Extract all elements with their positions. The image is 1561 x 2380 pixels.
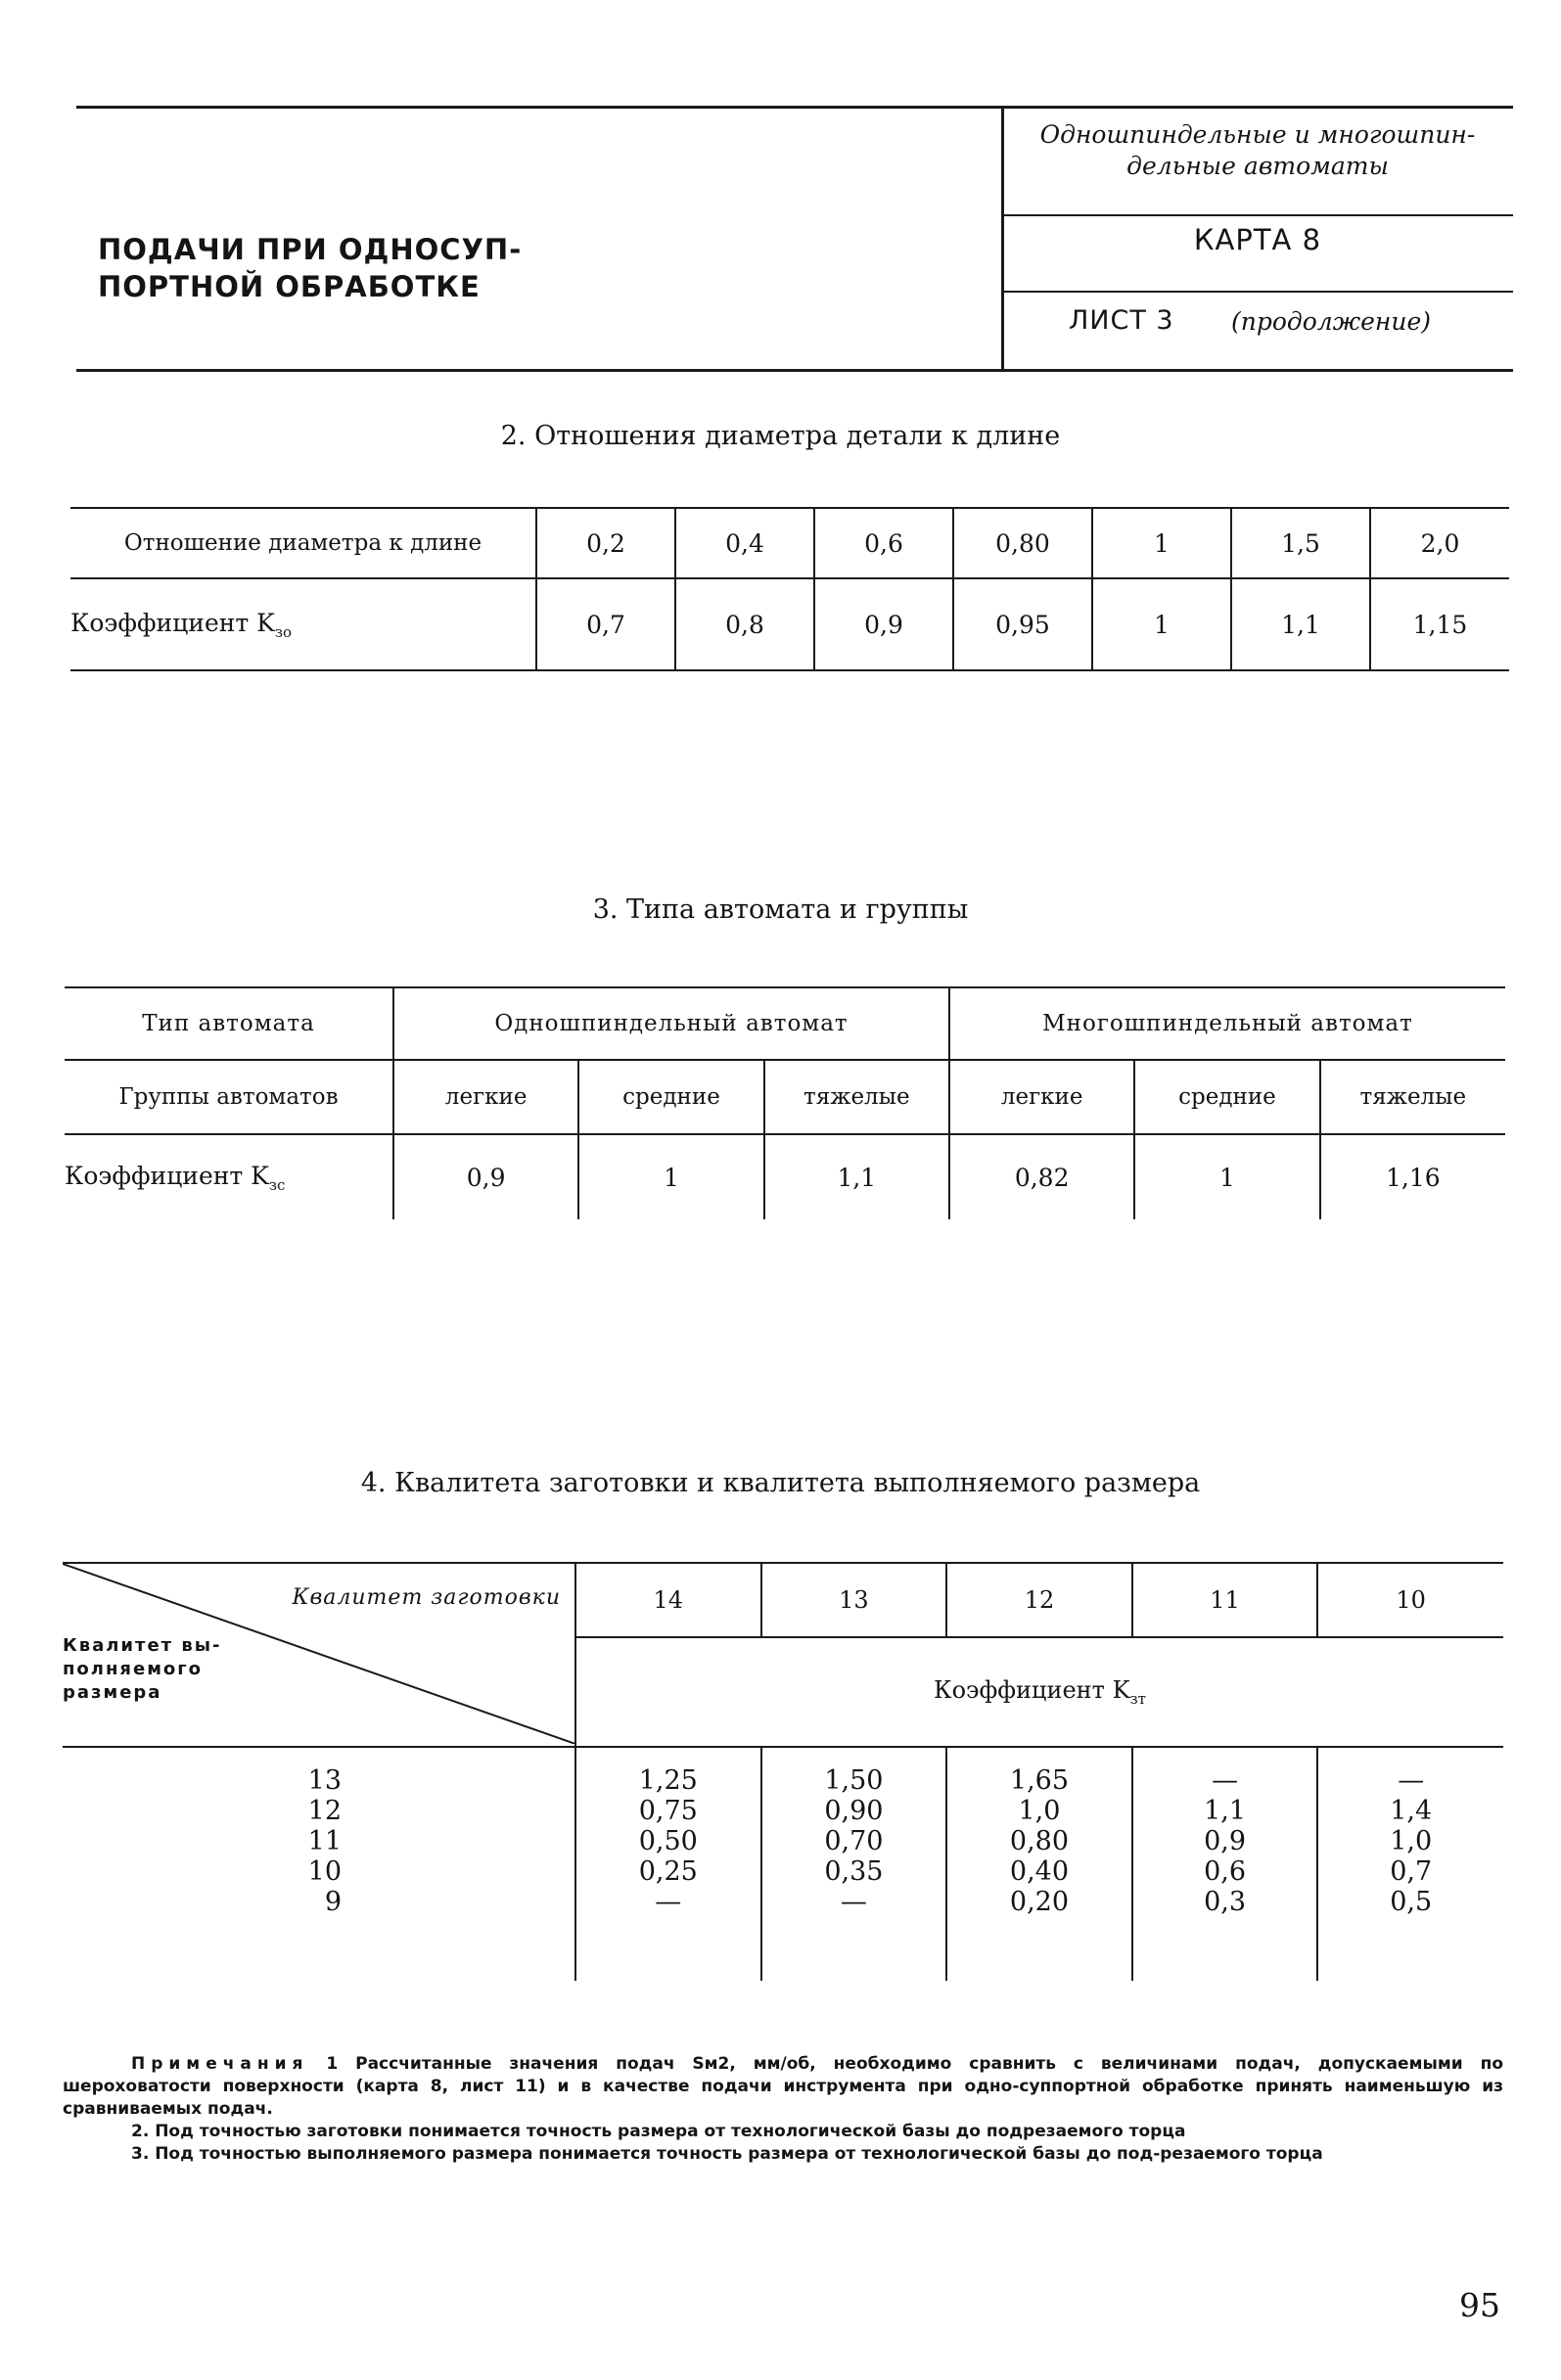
coefficient-column: 1,50 0,90 0,70 0,35 — <box>761 1747 947 1981</box>
ratio-cell: 0,4 <box>675 508 814 578</box>
header-bottom-rule <box>76 369 1513 372</box>
coefficient-column: 1,25 0,75 0,50 0,25 — <box>575 1747 761 1981</box>
section4-caption: 4. Квалитета заготовки и квалитета выполняемого размера <box>360 1468 1201 1498</box>
table-row <box>70 578 1509 670</box>
coefficient-cell: 1,1 <box>1231 578 1370 670</box>
coefficient-row-label <box>65 1134 393 1219</box>
blank-grade-cell: 14 <box>575 1563 761 1637</box>
machine-type: Одношпиндельные и многошпин- дельные автоматы <box>1039 120 1476 180</box>
machine-type-table <box>65 986 1505 1219</box>
coefficient-cell: 0,82 <box>949 1134 1134 1219</box>
header-divider <box>1001 106 1004 372</box>
blank-grade-label: Квалитет заготовки <box>292 1585 561 1610</box>
ratio-table <box>70 507 1509 671</box>
card-number: КАРТА 8 <box>1193 223 1322 256</box>
coefficient-cell: 1,16 <box>1320 1134 1505 1219</box>
coefficient-subscript: зс <box>268 1175 286 1194</box>
sheet-number: ЛИСТ 3 <box>1069 305 1174 336</box>
coefficient-label-text: Коэффициент K <box>934 1676 1130 1705</box>
blank-grade-cell: 13 <box>761 1563 947 1637</box>
coefficient-header <box>575 1637 1503 1747</box>
coefficient-cell: 1 <box>1134 1134 1319 1219</box>
coefficient-cell: 0,8 <box>675 578 814 670</box>
notes <box>63 2053 1503 2166</box>
ratio-cell: 1,5 <box>1231 508 1370 578</box>
coefficient-cell: 0,9 <box>393 1134 578 1219</box>
coefficient-subscript: зт <box>1129 1689 1146 1708</box>
table-row <box>63 1747 1503 1981</box>
single-spindle-header: Одношпиндельный автомат <box>393 987 949 1060</box>
coefficient-cell: 0,95 <box>953 578 1092 670</box>
note-1 <box>63 2053 1503 2121</box>
blank-grade-cell: 11 <box>1132 1563 1318 1637</box>
ratio-row-label: Отношение диаметра к длине <box>70 508 536 578</box>
coefficient-cell: 1,15 <box>1370 578 1509 670</box>
coefficient-cell: 1,1 <box>764 1134 949 1219</box>
table-row <box>65 987 1505 1060</box>
ratio-cell: 0,80 <box>953 508 1092 578</box>
header-inner-rule <box>1001 291 1513 293</box>
notes-label: Примечания <box>131 2054 309 2074</box>
blank-grade-cell: 12 <box>946 1563 1132 1637</box>
coefficient-cell: 1 <box>1092 578 1231 670</box>
page-title: ПОДАЧИ ПРИ ОДНОСУП- ПОРТНОЙ ОБРАБОТКЕ <box>98 233 523 303</box>
table-row <box>63 1563 1503 1637</box>
coefficient-column: 1,65 1,0 0,80 0,40 0,20 <box>946 1747 1132 1981</box>
group-cell: легкие <box>949 1060 1134 1134</box>
groups-label: Группы автоматов <box>65 1060 393 1134</box>
target-grade-values: 13 12 11 10 9 <box>307 1765 342 1917</box>
blank-grade-cell: 10 <box>1317 1563 1503 1637</box>
multi-spindle-header: Многошпиндельный автомат <box>949 987 1505 1060</box>
coefficient-column: — 1,4 1,0 0,7 0,5 <box>1317 1747 1503 1981</box>
ratio-cell: 0,2 <box>536 508 675 578</box>
header-corner <box>63 1563 575 1747</box>
target-grade-label: Квалитет вы- полняемого размера <box>63 1635 222 1703</box>
coefficient-label-text: Коэффициент K <box>70 608 275 637</box>
section2-caption: 2. Отношения диаметра детали к длине <box>500 421 1061 451</box>
continuation-note: (продолжение) <box>1231 307 1432 336</box>
coefficient-subscript: зо <box>274 622 293 641</box>
ratio-cell: 0,6 <box>814 508 953 578</box>
coefficient-cell: 0,9 <box>814 578 953 670</box>
group-cell: тяжелые <box>764 1060 949 1134</box>
table-row <box>65 1060 1505 1134</box>
section3-caption: 3. Типа автомата и группы <box>592 894 969 925</box>
table-row <box>70 508 1509 578</box>
coefficient-label-text: Коэффициент K <box>65 1161 269 1190</box>
type-label: Тип автомата <box>65 987 393 1060</box>
coefficient-row-label <box>70 578 536 670</box>
header-inner-rule <box>1001 214 1513 216</box>
coefficient-cell: 0,7 <box>536 578 675 670</box>
group-cell: средние <box>578 1060 763 1134</box>
coefficient-cell: 1 <box>578 1134 763 1219</box>
note-2: 2. Под точностью заготовки понимается точность размера от технологической базы до подрезаемого торца <box>131 2122 1186 2141</box>
note-3: 3. Под точностью выполняемого размера понимается точность размера от технологической базы до под-резаемого торца <box>131 2144 1323 2164</box>
ratio-cell: 2,0 <box>1370 508 1509 578</box>
coefficient-column: — 1,1 0,9 0,6 0,3 <box>1132 1747 1318 1981</box>
ratio-cell: 1 <box>1092 508 1231 578</box>
group-cell: тяжелые <box>1320 1060 1505 1134</box>
note-1-text: 1 Рассчитанные значения подач Sм2, мм/об, необходимо сравнить с величинами подач, допускаемыми по шероховатости поверхности (карта 8, лист 11) и в качестве подачи инструмента при одно-суппортной обработке принять наименьшую из сравниваемых подач. <box>63 2054 1504 2119</box>
group-cell: средние <box>1134 1060 1319 1134</box>
group-cell: легкие <box>393 1060 578 1134</box>
tolerance-grade-table <box>63 1562 1503 1981</box>
page-number: 95 <box>1459 2286 1500 2324</box>
header-top-rule <box>76 106 1513 109</box>
table-row <box>65 1134 1505 1219</box>
